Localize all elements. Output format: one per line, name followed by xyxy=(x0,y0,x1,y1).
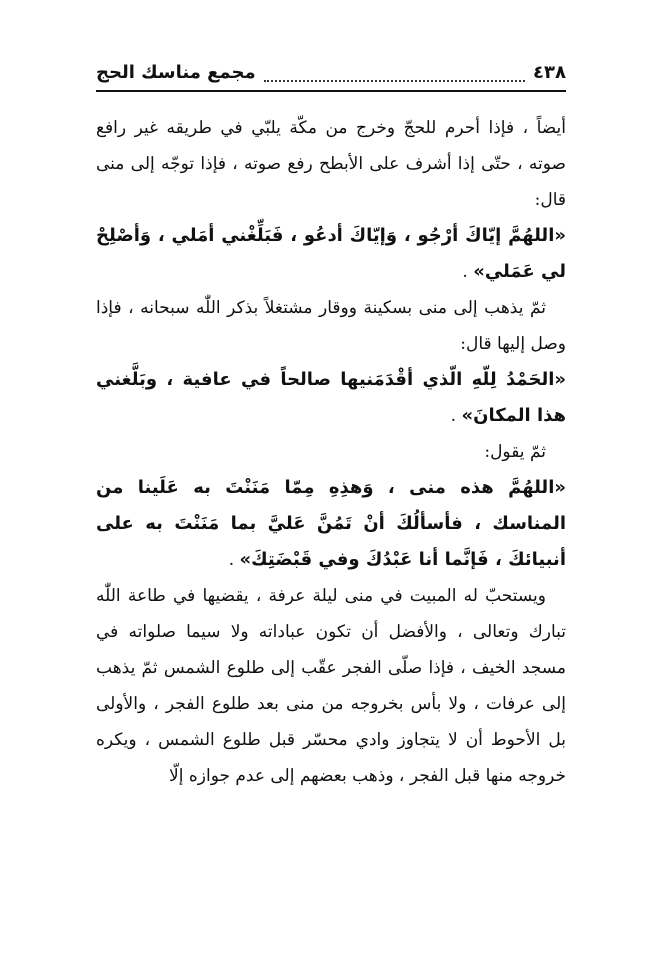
book-title: مجمع مناسك الحج xyxy=(96,62,256,83)
dua-3-line xyxy=(96,470,566,578)
dua-3-end: . xyxy=(228,550,240,570)
dua-1-end: . xyxy=(462,262,474,282)
paragraph-2: ثمّ يذهب إلى منى بسكينة ووقار مشتغلاً بذكر اللّٰه سبحانه ، فإذا وصل إليها قال: xyxy=(96,298,566,354)
header-dotted-leader xyxy=(264,68,525,82)
paragraph-1: أيضاً ، فإذا أحرم للحجّ وخرج من مكّة يلبّي في طريقه غير رافع صوته ، حتّى إذا أشرف على الأبطح رفع صوته ، فإذا توجّه إلى منى قال: xyxy=(96,118,566,210)
dua-2-line xyxy=(96,362,566,434)
dua-2-end: . xyxy=(450,406,462,426)
book-page xyxy=(96,62,566,794)
dua-2: «الحَمْدُ لِلّهِ الّذي أقْدَمَنيها صالحاً في عافية ، وبَلَّغني هذا المكانَ» xyxy=(96,369,566,426)
page-header xyxy=(96,62,566,92)
paragraph-3: ثمّ يقول: xyxy=(484,442,546,462)
dua-1-line xyxy=(96,218,566,290)
page-number: ٤٣٨ xyxy=(533,62,566,83)
page-body xyxy=(96,110,566,794)
paragraph-4: ويستحبّ له المبيت في منى ليلة عرفة ، يقضيها في طاعة اللّٰه تبارك وتعالى ، والأفضل أن تكون عباداته ولا سيما صلواته في مسجد الخيف ، فإذا صلّى الفجر عقّب إلى طلوع الشمس ثمّ يذهب إلى عرفات ، ولا بأس بخروجه من منى بعد طلوع الفجر ، والأولى بل الأحوط أن لا يتجاوز وادي محسّر قبل طلوع الشمس ، ويكره خروجه منها قبل الفجر ، وذهب بعضهم إلى عدم جوازه إلّا xyxy=(96,586,566,786)
dua-1: «اللهُمَّ إيّاكَ أرْجُو ، وَإيّاكَ أدعُو ، فَبَلِّغْني أمَلي ، وَأصْلِحْ لي عَمَلي» xyxy=(96,225,566,282)
dua-3: «اللهُمَّ هذه منى ، وَهذِهِ مِمّا مَنَنْتَ به عَلَينا من المناسك ، فأسألُكَ أنْ تَمُنَّ عَليَّ بما مَنَنْتَ به على أنبيائكَ ، فَإنَّما أنا عَبْدُكَ وفي قَبْضَتِكَ» xyxy=(96,477,566,570)
